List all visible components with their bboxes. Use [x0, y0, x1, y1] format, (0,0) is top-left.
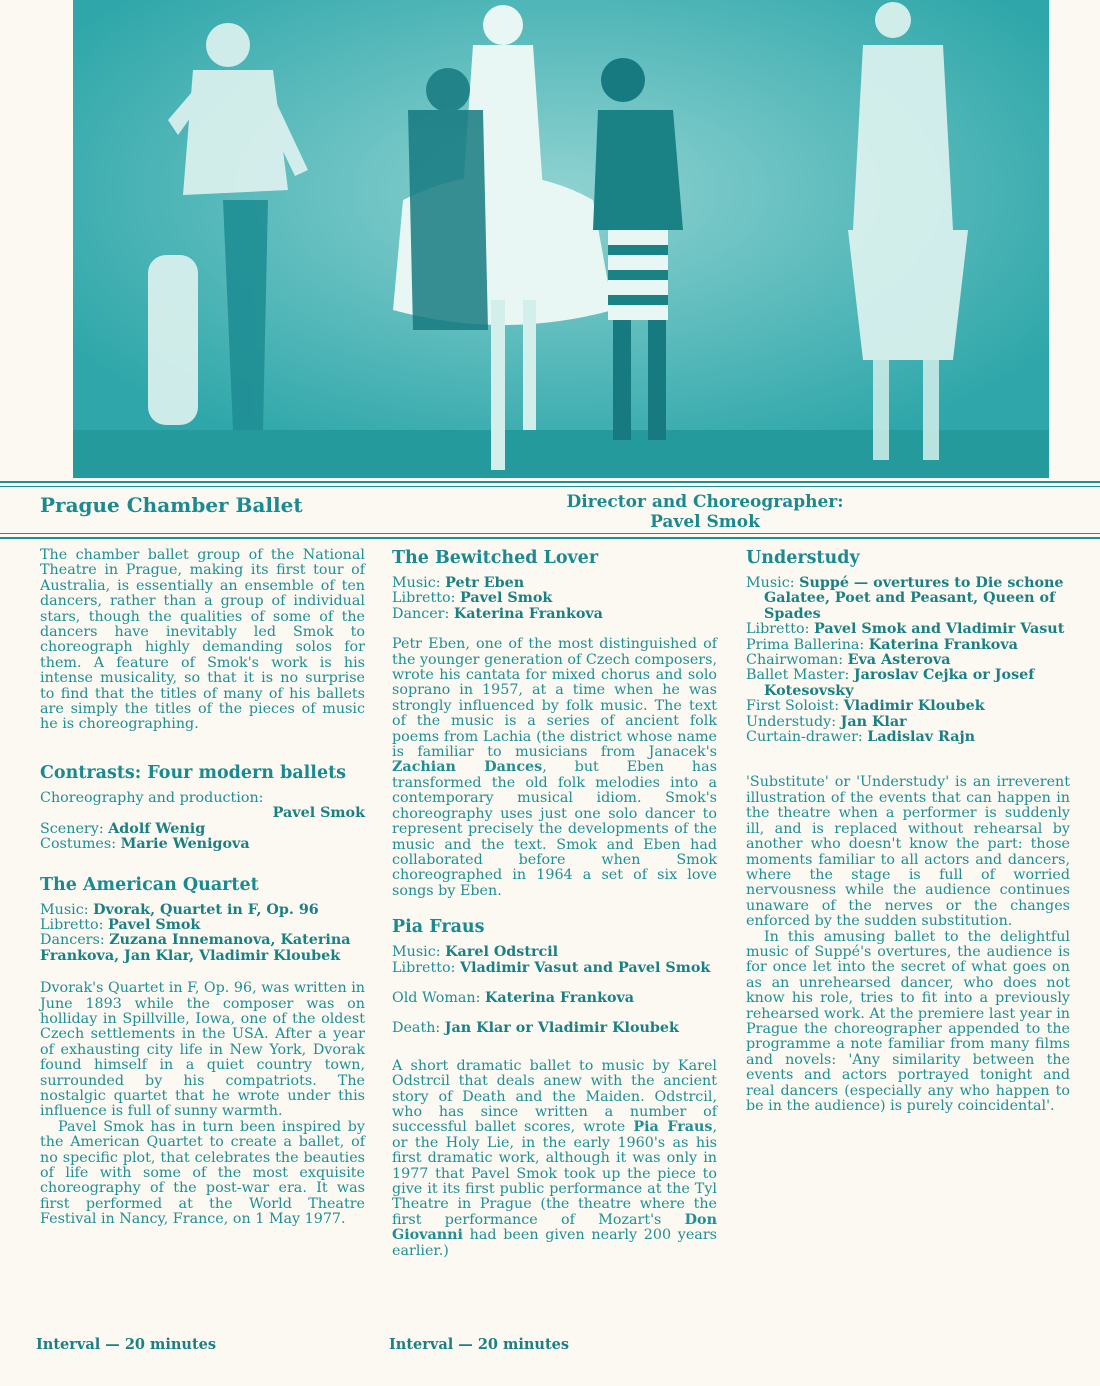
bl-dancer-credit: Dancer: Katerina Frankova [392, 605, 603, 622]
aq-dancers-credit: Dancers: Zuzana Innemanova, Katerina Frankova, Jan Klar, Vladimir Kloubek [40, 932, 351, 964]
us-libretto-credit: Libretto: Pavel Smok and Vladimir Vasut [746, 621, 1065, 638]
pf-libretto-credit: Libretto: Vladimir Vasut and Pavel Smok [392, 959, 711, 976]
company-title: Prague Chamber Ballet [40, 493, 303, 517]
us-music-credit: Music: Suppé — overtures to Die schone Galatee, Poet and Peasant, Queen of Spades [746, 575, 1064, 622]
us-chair-credit: Chairwoman: Eva Asterova [746, 652, 951, 669]
us-paragraph-2: In this amusing ballet to the delightful music of Suppé's overtures, the audience is for once let into the secret of what goes on as an unrehearsed dancer, who does not know his role, tries to fit into a previously rehearsed work. At the premiere last year in Prague the choreographer appended to the programme a note familiar from many films and novels: 'Any similarity between the events and actors portrayed tonight and real dancers (especially any who happen to be in the audience) is purely coincidental'. [746, 928, 1070, 1114]
aq-music-credit: Music: Dvorak, Quartet in F, Op. 96 [40, 901, 319, 918]
pf-death-credit: Death: Jan Klar or Vladimir Kloubek [392, 1020, 679, 1037]
american-quartet-heading: The American Quartet [40, 874, 259, 895]
pf-music-credit: Music: Karel Odstrcil [392, 944, 559, 961]
column-1 [40, 548, 365, 1228]
bl-paragraph: Petr Eben, one of the most distinguished of the younger generation of Czech composers, wrote his cantata for mixed chorus and solo soprano in 1957, at a time when he was strongly influenced by folk music. The text of the music is a series of ancient folk poems from Lachia (the district whose name is familiar to musicians from Janacek's Zachian Dances, but Eben has transformed the old folk melodies into a contemporary musical idiom. Smok's choreography uses just one solo dancer to represent precisely the developments of the music and the text. Smok and Eben had collaborated before when Smok choreographed in 1964 a set of six love songs by Eben. [392, 636, 718, 899]
bottom-rule [0, 537, 1100, 539]
contrasts-heading: Contrasts: Four modern ballets [40, 762, 347, 783]
us-understudy-credit: Understudy: Jan Klar [746, 713, 907, 730]
bottom-rule-thin [0, 533, 1100, 534]
costumes-credit: Costumes: Marie Wenigova [40, 836, 250, 853]
pf-oldwoman-credit: Old Woman: Katerina Frankova [392, 989, 635, 1006]
scenery-credit: Scenery: Adolf Wenig [40, 820, 206, 837]
top-rule [0, 481, 1100, 483]
top-rule-thin [0, 486, 1100, 487]
choreography-label: Choreography and production: [40, 789, 264, 806]
us-curtain-credit: Curtain-drawer: Ladislav Rajn [746, 729, 976, 746]
director-heading [520, 492, 890, 532]
column-2 [392, 548, 717, 1259]
director-name: Pavel Smok [650, 512, 760, 532]
us-paragraph-1: 'Substitute' or 'Understudy' is an irreverent illustration of the events that can happen in the theatre when a performer is suddenly ill, and is replaced without rehearsal by another who doesn't know the part: those moments familiar to all actors and dancers, where the stage is full of worried nervousness while the audience continues unaware of the nerves or the changes enforced by the sudden substitution. [746, 774, 1070, 930]
interval-note-2: Interval — 20 minutes [389, 1336, 570, 1353]
column-3 [746, 548, 1070, 1114]
intro-paragraph: The chamber ballet group of the National Theatre in Prague, making its first tour of Australia, is essentially an ensemble of ten dancers, rather than a group of individual stars, though the qualities of some of the dancers have inevitably led Smok to choreograph highly demanding solos for them. A feature of Smok's work is his intense musicality, so that it is no surprise to find that the titles of many of his ballets are simply the titles of the pieces of music he is choreographing. [40, 547, 365, 733]
bewitched-lover-heading: The Bewitched Lover [392, 548, 599, 568]
us-prima-credit: Prima Ballerina: Katerina Frankova [746, 636, 1018, 653]
choreography-value: Pavel Smok [272, 805, 365, 822]
aq-libretto-credit: Libretto: Pavel Smok [40, 916, 201, 933]
dancers-illustration [73, 0, 1049, 478]
aq-paragraph-2: Pavel Smok has in turn been inspired by the American Quartet to create a ballet, of no specific plot, that celebrates the beauties of life with some of the most exquisite choreography of the post-war era. It was first performed at the World Theatre Festival in Nancy, France, on 1 May 1977. [40, 1118, 365, 1228]
bl-music-credit: Music: Petr Eben [392, 575, 525, 591]
us-soloist-credit: First Soloist: Vladimir Kloubek [746, 698, 985, 715]
stage-photo [73, 0, 1049, 478]
pf-paragraph: A short dramatic ballet to music by Karel Odstrcil that deals anew with the ancient story of Death and the Maiden. Odstrcil, who has since written a number of successful ballet scores, wrote Pia Fraus, or the Holy Lie, in the early 1960's as his first dramatic work, although it was only in 1977 that Pavel Smok took up the piece to give it its first public performance at the Tyl Theatre in Prague (the theatre where the first performance of Mozart's Don Giovanni had been given nearly 200 years earlier.) [392, 1057, 718, 1259]
pia-fraus-heading: Pia Fraus [392, 917, 485, 938]
aq-paragraph-1: Dvorak's Quartet in F, Op. 96, was written in June 1893 while the composer was on holliday in Spillville, Iowa, one of the oldest Czech settlements in the USA. After a year of exhausting city life in New York, Dvorak found himself in a quiet country town, surrounded by his compatriots. The nostalgic quartet that he wrote under this influence is full of sunny warmth. [40, 980, 365, 1120]
interval-note-1: Interval — 20 minutes [36, 1336, 217, 1353]
director-label: Director and Choreographer: [566, 492, 844, 512]
understudy-heading: Understudy [746, 548, 860, 568]
bl-libretto-credit: Libretto: Pavel Smok [392, 590, 553, 607]
us-master-credit: Ballet Master: Jaroslav Cejka or Josef Kotesovsky [746, 667, 1035, 699]
